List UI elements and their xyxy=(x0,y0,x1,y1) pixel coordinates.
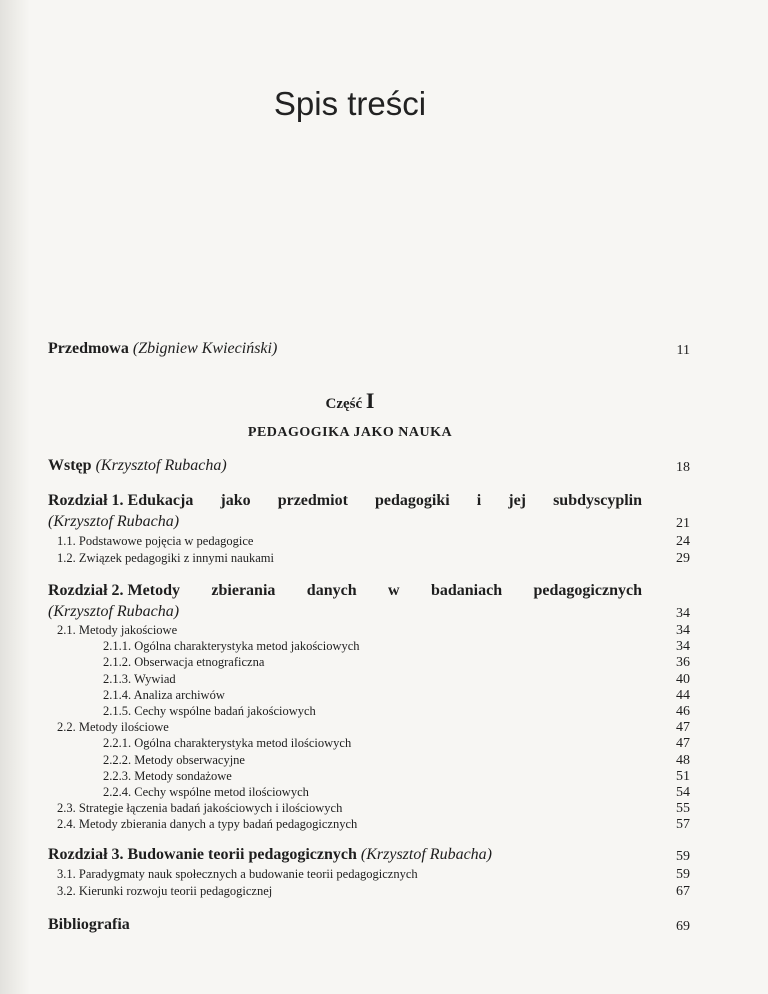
page-number: 47 xyxy=(676,720,690,735)
toc-subentry: 2.1.1. Ogólna charakterystyka metod jakościowych xyxy=(103,639,360,653)
page-number: 48 xyxy=(676,753,690,768)
chapter-title: Rozdział 2. Metody zbierania danych w badaniach pedagogicznych xyxy=(48,582,642,599)
page-number: 34 xyxy=(676,639,690,654)
page-number: 29 xyxy=(676,551,690,566)
toc-subentry: 2.2. Metody ilościowe xyxy=(57,720,169,734)
page-number: 59 xyxy=(676,849,690,864)
page-number: 36 xyxy=(676,655,690,670)
page-number: 34 xyxy=(676,623,690,638)
page-number: 21 xyxy=(676,516,690,531)
toc-entry-preface xyxy=(48,340,638,358)
entry-author: (Krzysztof Rubacha) xyxy=(48,603,180,620)
toc-subentry: 1.2. Związek pedagogiki z innymi naukami xyxy=(57,551,274,565)
toc-subentry: 2.2.1. Ogólna charakterystyka metod ilościowych xyxy=(103,736,352,750)
page-number: 54 xyxy=(676,785,690,800)
page-title: Spis treści xyxy=(273,85,427,122)
page-number: 18 xyxy=(676,460,690,475)
toc-subentry: 2.1.5. Cechy wspólne badań jakościowych xyxy=(103,704,316,718)
toc-entry-bibliography xyxy=(48,916,638,934)
toc-subentry: 1.1. Podstawowe pojęcia w pedagogice xyxy=(57,534,254,548)
toc-subentry: 2.4. Metody zbierania danych a typy badań pedagogicznych xyxy=(57,817,358,831)
toc-subentry: 2.1.3. Wywiad xyxy=(103,672,176,686)
part-number: I xyxy=(365,388,375,413)
page-number: 69 xyxy=(676,919,690,934)
page-number: 40 xyxy=(676,672,690,687)
part-title: PEDAGOGIKA JAKO NAUKA xyxy=(247,425,453,440)
toc-entry-chapter-3 xyxy=(48,846,638,864)
toc-subentry: 3.1. Paradygmaty nauk społecznych a budowanie teorii pedagogicznych xyxy=(57,867,418,881)
entry-author: (Krzysztof Rubacha) xyxy=(95,457,227,474)
toc-subentry: 2.1.2. Obserwacja etnograficzna xyxy=(103,655,265,669)
toc-entry-chapter-2 xyxy=(48,582,642,600)
entry-label: Rozdział 3. Budowanie teorii pedagogicznych xyxy=(48,846,357,863)
entry-author: (Zbigniew Kwieciński) xyxy=(132,340,278,357)
chapter-title: Rozdział 1. Edukacja jako przedmiot pedagogiki i jej subdyscyplin xyxy=(48,492,642,509)
toc-subentry: 2.1.4. Analiza archiwów xyxy=(103,688,225,702)
toc-subentry: 2.2.3. Metody sondażowe xyxy=(103,769,232,783)
entry-label: Przedmowa xyxy=(48,340,129,357)
part-label: Część xyxy=(325,396,363,412)
page-number: 47 xyxy=(676,736,690,751)
toc-subentry: 2.2.4. Cechy wspólne metod ilościowych xyxy=(103,785,309,799)
entry-author: (Krzysztof Rubacha) xyxy=(48,513,180,530)
entry-label: Wstęp xyxy=(48,457,92,474)
toc-subentry: 2.2.2. Metody obserwacyjne xyxy=(103,753,245,767)
toc-subentry: 3.2. Kierunki rozwoju teorii pedagogicznej xyxy=(57,884,273,898)
toc-entry-intro xyxy=(48,457,638,475)
page-number: 51 xyxy=(676,769,690,784)
toc-entry-chapter-1 xyxy=(48,492,642,510)
page-number: 44 xyxy=(676,688,690,703)
page-number: 34 xyxy=(676,606,690,621)
page-number: 55 xyxy=(676,801,690,816)
page-number: 59 xyxy=(676,867,690,882)
page-number: 24 xyxy=(676,534,690,549)
binding-shadow xyxy=(0,0,30,994)
entry-label: Bibliografia xyxy=(48,916,130,933)
page-number: 11 xyxy=(676,343,690,358)
page-number: 57 xyxy=(676,817,690,832)
toc-subentry: 2.3. Strategie łączenia badań jakościowych i ilościowych xyxy=(57,801,343,815)
part-heading xyxy=(0,388,700,414)
toc-subentry: 2.1. Metody jakościowe xyxy=(57,623,178,637)
page-number: 67 xyxy=(676,884,690,899)
entry-author: (Krzysztof Rubacha) xyxy=(360,846,492,863)
page-number: 46 xyxy=(676,704,690,719)
